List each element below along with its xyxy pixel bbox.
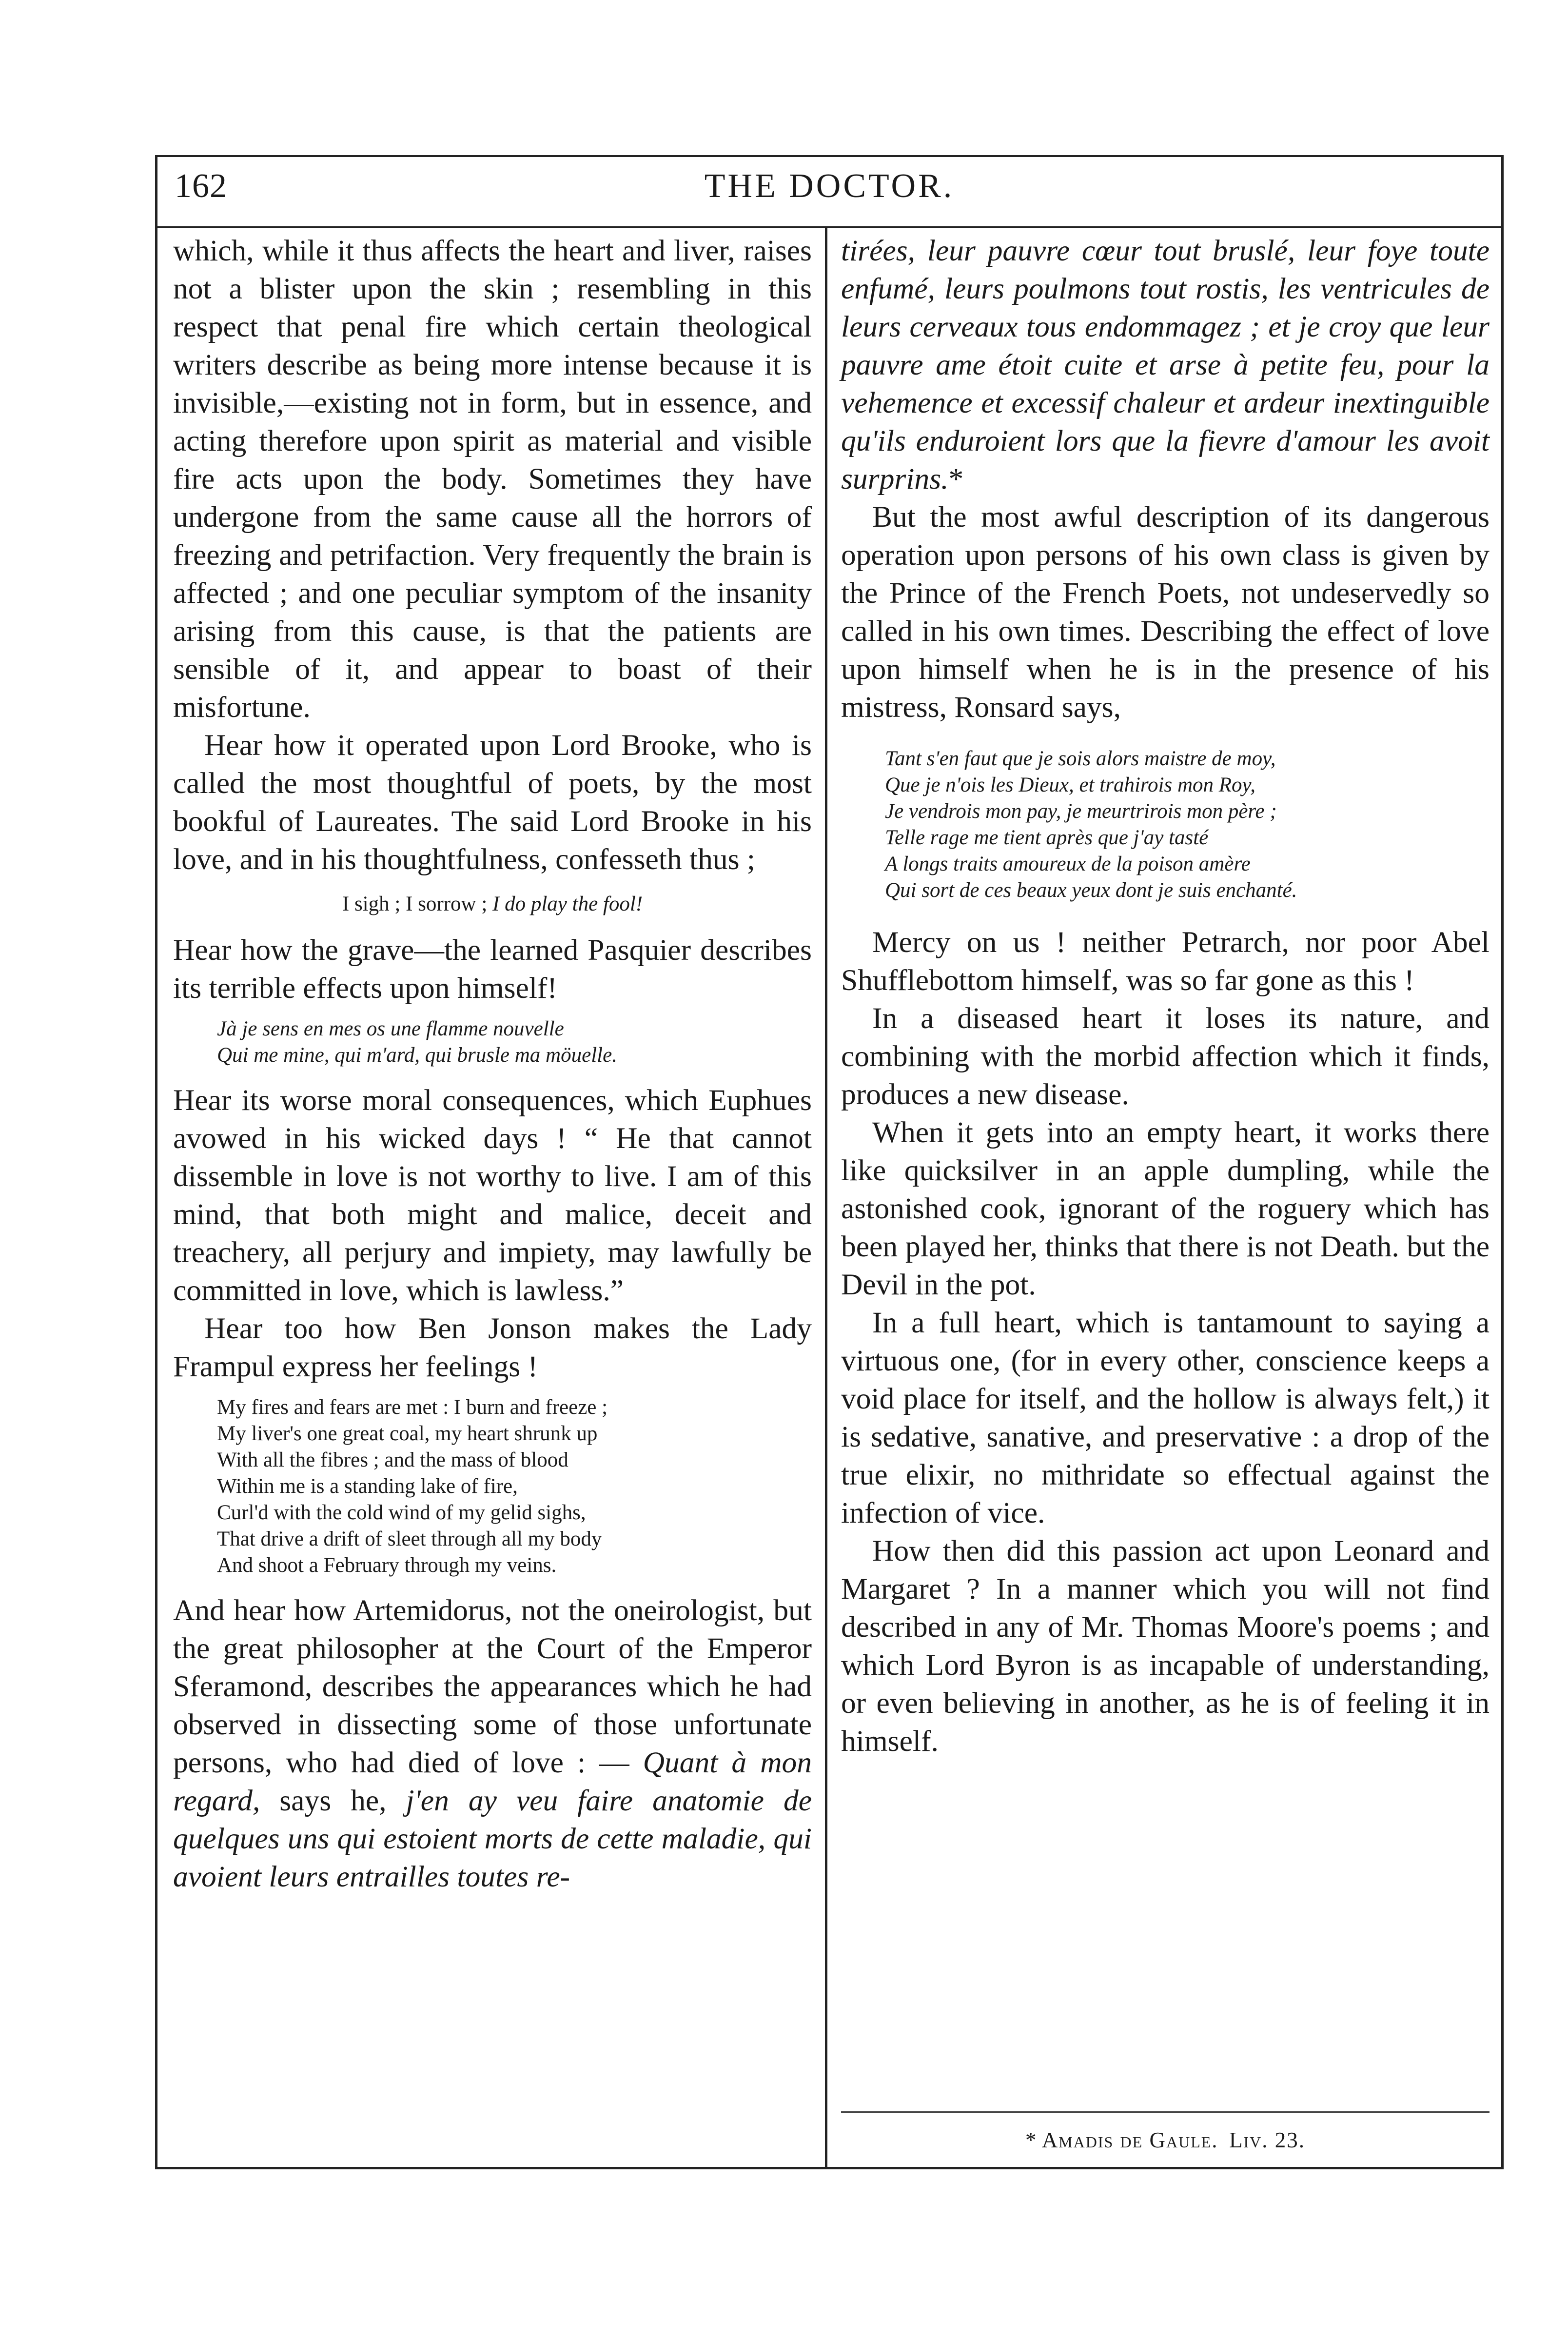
verse-line: My fires and fears are met : I burn and freeze ; (217, 1396, 608, 1419)
verse-quote-ronsard (841, 746, 1490, 904)
text-run: And hear how Artemidorus, not the oneirologist, but the great philosopher at the Court of the Emperor Sferamond, describes the appearances which he had observed in dissecting some of those unfortunate persons, who had died of love : — (173, 1594, 812, 1779)
verse-line: Que je n'ois les Dieux, et trahirois mon Roy, (885, 774, 1255, 796)
verse-quote-brooke (173, 891, 812, 917)
paragraph (173, 1591, 812, 1896)
verse-quote-pasquier (173, 1016, 812, 1069)
text-run-italic: j'en ay veu faire anatomie de quelques uns qui estoient morts de cette maladie, qui avoient leurs entrailles toutes re- (173, 1784, 812, 1893)
text-run-italic: Quant à mon regard, (173, 1746, 812, 1817)
column-divider (825, 227, 827, 2169)
footnote (841, 2126, 1490, 2154)
verse-line: Jà je sens en mes os une flamme nouvelle (217, 1017, 564, 1040)
text-run: says he, (260, 1784, 406, 1817)
verse-line: I sigh ; I sorrow ; (342, 893, 493, 915)
footnote-mark: * (1025, 2128, 1042, 2152)
footnote-source: Amadis de Gaule. (1041, 2128, 1218, 2152)
page-header (155, 155, 1504, 228)
footnote-marker: * (948, 462, 964, 496)
paragraph: Hear too how Ben Jonson makes the Lady Frampul express her feelings ! (173, 1312, 812, 1383)
verse-line: Telle rage me tient après que j'ay tasté (885, 826, 1209, 849)
paragraph: How then did this passion act upon Leonard and Margaret ? In a manner which you will not find described in any of Mr. Thomas Moore's poems ; and which Lord Byron is as incapable of understanding, or even believing in another, as he is of feeling it in himself. (841, 1534, 1490, 1758)
verse-line: Qui me mine, qui m'ard, qui brusle ma möuelle. (217, 1044, 617, 1067)
verse-line: And shoot a February through my veins. (217, 1554, 557, 1577)
verse-line: Within me is a standing lake of fire, (217, 1475, 518, 1498)
text-run-italic: tirées, leur pauvre cœur tout bruslé, leur foye toute enfumé, leurs poulmons tout rostis, les ventricules de leurs cerveaux tous endommagez ; et je croy que leur pauvre ame étoit cuite et arse à petite feu, pour la vehemence et excessif chaleur et ardeur inextinguible qu'ils enduroient lors que la fievre d'amour les avoit surprins. (841, 234, 1490, 496)
running-head: THE DOCTOR. (704, 167, 955, 205)
paragraph: which, while it thus affects the heart and liver, raises not a blister upon the skin ; resembling in this respect that penal fire which certain theological writers describe as being more intense because it is invisible,—existing not in form, but in essence, and acting therefore upon spirit as material and visible fire acts upon the body. Sometimes they have undergone from the same cause all the horrors of freezing and petrifaction. Very frequently the brain is affected ; and one peculiar symptom of the insanity arising from this cause, is that the patients are sensible of it, and appear to boast of their misfortune. (173, 234, 812, 724)
paragraph: Hear how the grave—the learned Pasquier describes its terrible effects upon himself! (173, 933, 812, 1005)
paragraph: Hear how it operated upon Lord Brooke, who is called the most thoughtful of poets, by the most bookful of Laureates. The said Lord Brooke in his love, and in his thoughtfulness, confesseth thus ; (173, 729, 812, 876)
footnote-rule (841, 2111, 1490, 2113)
paragraph: Hear its worse moral consequences, which Euphues avowed in his wicked days ! “ He that cannot dissemble in love is not worthy to live. I am of this mind, that both might and malice, deceit and treachery, all perjury and impiety, may lawfully be committed in love, which is lawless.” (173, 1084, 812, 1307)
paragraph (841, 232, 1490, 498)
right-column (841, 232, 1490, 1760)
paragraph: In a diseased heart it loses its nature, and combining with the morbid affection which it finds, produces a new disease. (841, 1002, 1490, 1111)
verse-line: Qui sort de ces beaux yeux dont je suis enchanté. (885, 879, 1297, 902)
left-column (173, 232, 812, 1896)
verse-line-italic: I do play the fool! (492, 893, 643, 915)
footnote-ref: Liv. 23. (1229, 2128, 1306, 2152)
verse-line: Tant s'en faut que je sois alors maistre de moy, (885, 747, 1276, 770)
verse-quote-jonson (173, 1394, 812, 1579)
verse-line: A longs traits amoureux de la poison amère (885, 853, 1251, 875)
verse-line: My liver's one great coal, my heart shrunk up (217, 1422, 598, 1445)
verse-line: Curl'd with the cold wind of my gelid sighs, (217, 1501, 586, 1524)
page-number: 162 (175, 167, 227, 205)
paragraph: Mercy on us ! neither Petrarch, nor poor Abel Shufflebottom himself, was so far gone as this ! (841, 926, 1490, 997)
paragraph: But the most awful description of its dangerous operation upon persons of his own class is given by the Prince of the French Poets, not undeservedly so called in his own times. Describing the effect of love upon himself when he is in the presence of his mistress, Ronsard says, (841, 500, 1490, 724)
verse-line: Je vendrois mon pay, je meurtrirois mon père ; (885, 800, 1277, 823)
verse-line: With all the fibres ; and the mass of blood (217, 1448, 568, 1471)
paragraph: In a full heart, which is tantamount to saying a virtuous one, (for in every other, conscience keeps a void place for itself, and the hollow is always felt,) it is sedative, sanative, and preservative : a drop of the true elixir, no mithridate so effectual against the infection of vice. (841, 1306, 1490, 1529)
verse-line: That drive a drift of sleet through all my body (217, 1528, 602, 1550)
paragraph: When it gets into an empty heart, it works there like quicksilver in an apple dumpling, while the astonished cook, ignorant of the roguery which has been played her, thinks that there is not Death. but the Devil in the pot. (841, 1116, 1490, 1301)
